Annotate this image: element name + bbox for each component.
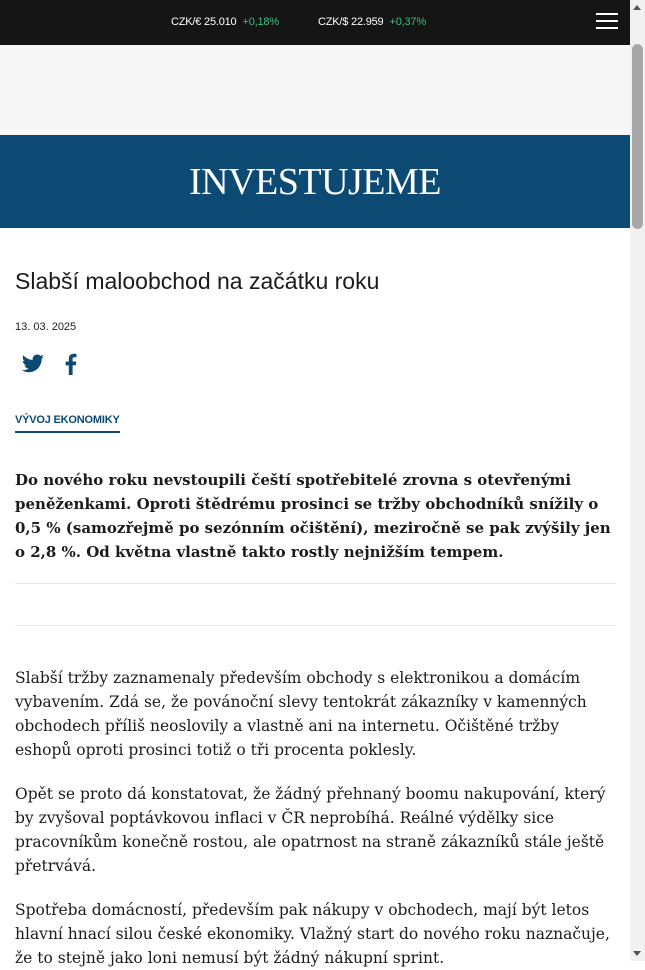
article-paragraph: Opět se proto dá konstatovat, že žádný přehnaný boomu nakupování, který by zvyšoval poptávkovou inflaci v ČR neprobíhá. Reálné výdělky sice pracovníkům konečně rostou, ale opatrnost na straně zákazníků stále ještě přetrvává. — [15, 785, 606, 875]
vertical-scrollbar[interactable] — [630, 0, 645, 961]
scroll-up-arrow-icon[interactable] — [630, 0, 645, 15]
twitter-icon[interactable] — [21, 352, 45, 376]
hamburger-menu-icon[interactable] — [596, 13, 618, 31]
ticker-pair: CZK/€ 25.010 — [171, 16, 237, 28]
category-link[interactable]: VÝVOJ EKONOMIKY — [15, 414, 120, 433]
article-paragraph: Slabší tržby zaznamenaly především obchody s elektronikou a domácím vybavením. Zdá se, že povánoční slevy tentokrát zákazníky v kamenných obchodech příliš neoslovily a vlastně ani na internetu. Očištěné tržby eshopů oproti prosinci totiž o tři procenta poklesly. — [15, 669, 587, 759]
article-perex: Do nového roku nevstoupili čeští spotřebitelé zrovna s otevřenými peněženkami. Oproti štědrému prosinci se tržby obchodníků snížily o 0,5 % (samozřejmě po sezónním očištění), meziročně se pak zvýšily jen o 2,8 %. Od května vlastně takto rostly nejnižším tempem. — [15, 471, 611, 561]
scroll-down-arrow-icon[interactable] — [630, 946, 645, 961]
ticker-czk-eur — [171, 16, 279, 28]
divider — [15, 583, 615, 584]
article-date: 13. 03. 2025 — [15, 321, 77, 333]
facebook-icon[interactable] — [60, 352, 82, 376]
ticker-change: +0,37% — [389, 16, 426, 28]
ticker-pair: CZK/$ 22.959 — [318, 16, 384, 28]
currency-ticker-bar — [0, 0, 630, 45]
scrollbar-thumb[interactable] — [632, 44, 643, 229]
ticker-czk-usd — [318, 16, 426, 28]
site-logo[interactable]: INVESTUJEME — [188, 161, 442, 203]
divider — [15, 625, 615, 626]
ad-space — [0, 45, 630, 135]
ticker-change: +0,18% — [242, 16, 279, 28]
article-title: Slabší maloobchod na začátku roku — [15, 268, 380, 294]
article-paragraph: Spotřeba domácností, především pak nákupy v obchodech, mají být letos hlavní hnací silou české ekonomiky. Vlažný start do nového roku naznačuje, že to stejně jako loni nemusí být žádný nákupní sprint. — [15, 901, 610, 967]
